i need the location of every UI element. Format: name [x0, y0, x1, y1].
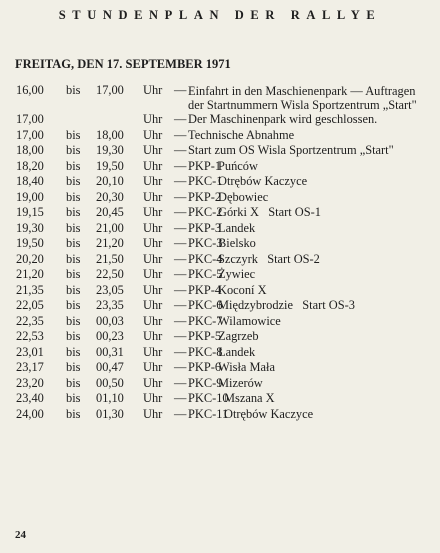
- uhr-label: Uhr: [143, 189, 163, 204]
- schedule-row: [0, 128, 440, 144]
- dash: —: [174, 174, 187, 188]
- schedule-list: [0, 83, 440, 422]
- uhr-label: Uhr: [143, 298, 163, 312]
- checkpoint-place: Otrębów Kaczyce: [224, 406, 314, 421]
- checkpoint-code: PKP-6: [188, 360, 222, 374]
- dash: —: [174, 282, 187, 297]
- time-from: 21,20: [16, 267, 44, 281]
- time-to: 00,23: [96, 329, 124, 343]
- bis-label: bis: [66, 83, 81, 97]
- time-from: 22,05: [16, 298, 44, 312]
- checkpoint-place: Wisła Mała: [218, 360, 275, 374]
- bis-label: bis: [66, 391, 81, 405]
- bis-label: bis: [66, 282, 81, 297]
- time-from: 22,53: [16, 329, 44, 343]
- time-to: 00,50: [96, 375, 124, 390]
- time-to: 17,00: [96, 83, 124, 97]
- time-from: 16,00: [16, 83, 44, 97]
- schedule-row: [0, 345, 440, 361]
- checkpoint-code: PKC-5: [188, 267, 223, 281]
- uhr-label: Uhr: [143, 174, 163, 188]
- time-from: 23,17: [16, 360, 44, 374]
- uhr-label: Uhr: [143, 143, 163, 157]
- bis-label: bis: [66, 344, 81, 359]
- checkpoint-place: Górki X Start OS-1: [218, 205, 321, 219]
- dash: —: [174, 298, 187, 312]
- uhr-label: Uhr: [143, 220, 163, 235]
- uhr-label: Uhr: [143, 282, 163, 297]
- schedule-row: [0, 112, 440, 128]
- bis-label: bis: [66, 189, 81, 204]
- checkpoint-code: PKC-11: [188, 406, 229, 421]
- schedule-row: [0, 298, 440, 314]
- bis-label: bis: [66, 158, 81, 173]
- time-from: 18,20: [16, 158, 44, 173]
- time-to: 00,47: [96, 360, 124, 374]
- time-to: 22,50: [96, 267, 124, 281]
- uhr-label: Uhr: [143, 236, 163, 250]
- time-from: 24,00: [16, 406, 44, 421]
- dash: —: [174, 189, 187, 204]
- checkpoint-place: Otrębów Kaczyce: [218, 174, 308, 188]
- schedule-row: [0, 376, 440, 392]
- event-description: Start zum OS Wisla Sportzentrum „Start": [188, 143, 394, 157]
- time-to: 00,31: [96, 344, 124, 359]
- bis-label: bis: [66, 127, 81, 142]
- time-to: 00,03: [96, 313, 124, 328]
- uhr-label: Uhr: [143, 313, 163, 328]
- time-to: 20,45: [96, 205, 124, 219]
- checkpoint-code: PKP-1: [188, 158, 222, 173]
- dash: —: [174, 267, 187, 281]
- bis-label: bis: [66, 174, 81, 188]
- time-to: 20,30: [96, 189, 124, 204]
- dash: —: [174, 313, 187, 328]
- time-to: 01,10: [96, 391, 124, 405]
- event-description: Einfahrt in den Maschienenpark — Auftragen der Startnummern Wisla Sportzentrum „Start": [188, 84, 417, 112]
- time-from: 23,01: [16, 344, 44, 359]
- checkpoint-code: PKC-2: [188, 205, 223, 219]
- uhr-label: Uhr: [143, 360, 163, 374]
- time-from: 20,20: [16, 251, 44, 266]
- uhr-label: Uhr: [143, 375, 163, 390]
- uhr-label: Uhr: [143, 205, 163, 219]
- uhr-label: Uhr: [143, 344, 163, 359]
- time-to: 23,05: [96, 282, 124, 297]
- time-to: 18,00: [96, 127, 124, 142]
- schedule-row: [0, 174, 440, 190]
- time-from: 18,00: [16, 143, 44, 157]
- bis-label: bis: [66, 236, 81, 250]
- dash: —: [174, 329, 187, 343]
- checkpoint-place: Dębowiec: [218, 189, 269, 204]
- dash: —: [174, 112, 187, 126]
- checkpoint-place: Wilamowice: [218, 313, 281, 328]
- time-from: 17,00: [16, 127, 44, 142]
- page-title: STUNDENPLAN DER RALLYE: [58, 8, 382, 22]
- bis-label: bis: [66, 251, 81, 266]
- checkpoint-place: Landek: [218, 220, 256, 235]
- uhr-label: Uhr: [143, 406, 163, 421]
- schedule-row: [0, 407, 440, 423]
- time-to: 20,10: [96, 174, 124, 188]
- checkpoint-code: PKP-4: [188, 282, 222, 297]
- bis-label: bis: [66, 406, 81, 421]
- schedule-row: [0, 205, 440, 221]
- dash: —: [174, 205, 187, 219]
- time-from: 19,50: [16, 236, 44, 250]
- bis-label: bis: [66, 205, 81, 219]
- schedule-row: [0, 391, 440, 407]
- checkpoint-place: Puńców: [218, 158, 258, 173]
- uhr-label: Uhr: [143, 267, 163, 281]
- bis-label: bis: [66, 313, 81, 328]
- dash: —: [174, 360, 187, 374]
- time-to: 19,30: [96, 143, 124, 157]
- time-to: 23,35: [96, 298, 124, 312]
- schedule-row: [0, 159, 440, 175]
- checkpoint-place: Landek: [218, 344, 256, 359]
- event-description: Technische Abnahme: [188, 127, 295, 142]
- schedule-row: [0, 360, 440, 376]
- time-to: 21,50: [96, 251, 124, 266]
- checkpoint-place: Bielsko: [218, 236, 256, 250]
- checkpoint-code: PKC-4: [188, 251, 223, 266]
- schedule-row: [0, 329, 440, 345]
- checkpoint-place: Żywiec: [218, 267, 256, 281]
- dash: —: [174, 406, 187, 421]
- time-from: 23,20: [16, 375, 44, 390]
- time-from: 19,15: [16, 205, 44, 219]
- time-to: 01,30: [96, 406, 124, 421]
- bis-label: bis: [66, 375, 81, 390]
- checkpoint-code: PKP-3: [188, 220, 222, 235]
- dash: —: [174, 220, 187, 235]
- schedule-row: [0, 83, 440, 112]
- uhr-label: Uhr: [143, 251, 163, 266]
- schedule-row: [0, 314, 440, 330]
- checkpoint-place: Międzybrodzie Start OS-3: [218, 298, 355, 312]
- bis-label: bis: [66, 360, 81, 374]
- schedule-row: [0, 190, 440, 206]
- dash: —: [174, 143, 187, 157]
- checkpoint-place: Koconí X: [218, 282, 267, 297]
- schedule-row: [0, 252, 440, 268]
- dash: —: [174, 375, 187, 390]
- schedule-row: [0, 283, 440, 299]
- time-from: 21,35: [16, 282, 44, 297]
- time-from: 18,40: [16, 174, 44, 188]
- checkpoint-place: Szczyrk Start OS-2: [218, 251, 320, 266]
- time-from: 23,40: [16, 391, 44, 405]
- bis-label: bis: [66, 267, 81, 281]
- checkpoint-place: Mizerów: [218, 375, 263, 390]
- dash: —: [174, 158, 187, 173]
- bis-label: bis: [66, 143, 81, 157]
- bis-label: bis: [66, 329, 81, 343]
- checkpoint-code: PKC-3: [188, 236, 223, 250]
- checkpoint-code: PKC-8: [188, 344, 223, 359]
- bis-label: bis: [66, 220, 81, 235]
- uhr-label: Uhr: [143, 391, 163, 405]
- checkpoint-code: PKP-5: [188, 329, 222, 343]
- time-from: 22,35: [16, 313, 44, 328]
- schedule-row: [0, 267, 440, 283]
- bis-label: bis: [66, 298, 81, 312]
- schedule-row: [0, 236, 440, 252]
- dash: —: [174, 236, 187, 250]
- checkpoint-code: PKC-1: [188, 174, 223, 188]
- checkpoint-code: PKC-9: [188, 375, 223, 390]
- schedule-row: [0, 143, 440, 159]
- checkpoint-code: PKC-7: [188, 313, 223, 328]
- checkpoint-place: Mszana X: [224, 391, 275, 405]
- time-to: 21,20: [96, 236, 124, 250]
- uhr-label: Uhr: [143, 83, 163, 97]
- time-from: 19,00: [16, 189, 44, 204]
- uhr-label: Uhr: [143, 127, 163, 142]
- checkpoint-code: PKC-10: [188, 391, 229, 405]
- checkpoint-code: PKP-2: [188, 189, 222, 204]
- dash: —: [174, 344, 187, 359]
- dash: —: [174, 251, 187, 266]
- uhr-label: Uhr: [143, 158, 163, 173]
- dash: —: [174, 127, 187, 142]
- dash: —: [174, 391, 187, 405]
- time-to: 19,50: [96, 158, 124, 173]
- uhr-label: Uhr: [143, 329, 163, 343]
- event-description: Der Maschinenpark wird geschlossen.: [188, 112, 378, 126]
- time-from: 19,30: [16, 220, 44, 235]
- checkpoint-code: PKC-6: [188, 298, 223, 312]
- dash: —: [174, 83, 187, 97]
- time-to: 21,00: [96, 220, 124, 235]
- time-from: 17,00: [16, 112, 44, 126]
- page-number: 24: [15, 529, 26, 541]
- schedule-row: [0, 221, 440, 237]
- uhr-label: Uhr: [143, 112, 163, 126]
- section-heading: FREITAG, DEN 17. SEPTEMBER 1971: [15, 57, 231, 71]
- checkpoint-place: Zagrzeb: [218, 329, 259, 343]
